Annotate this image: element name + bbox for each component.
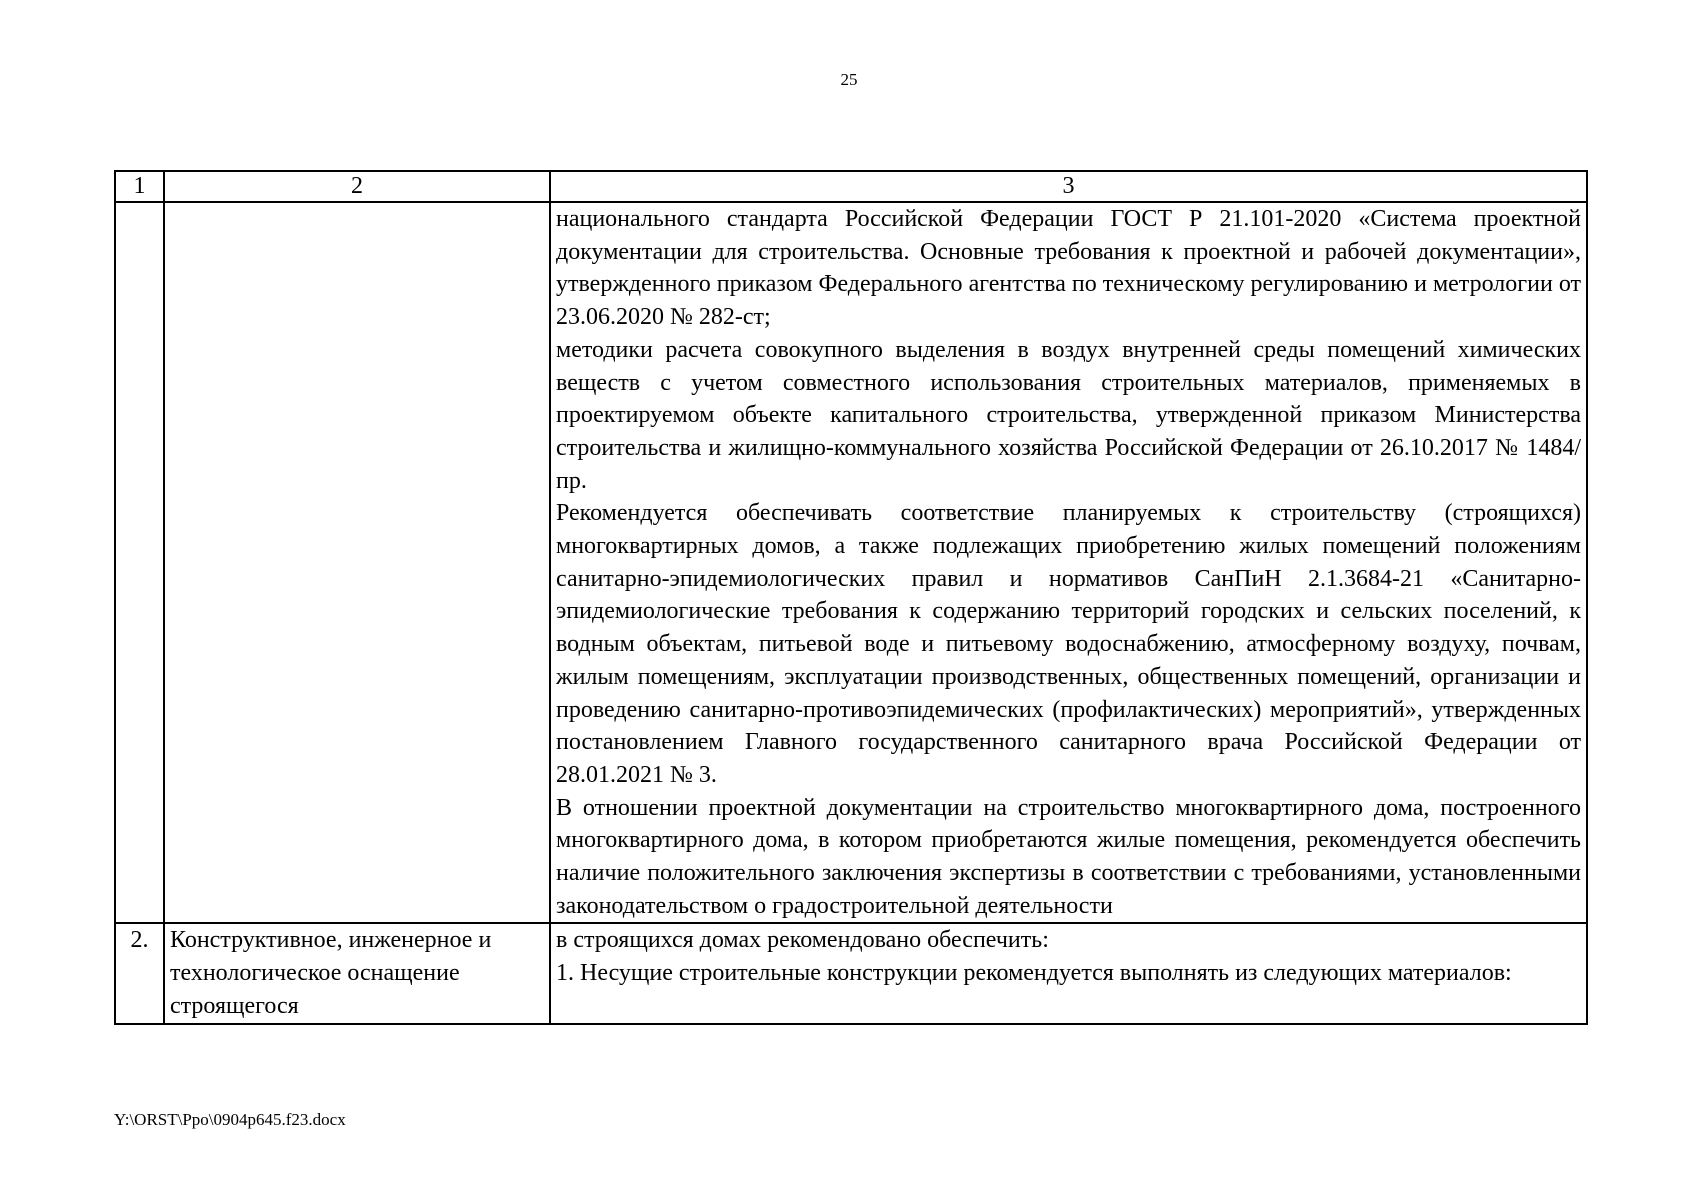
header-cell-1: 1 [115,171,164,202]
table-header-row [115,171,1587,202]
row-title-cell [164,202,550,923]
content-paragraph: В отношении проектной документации на строительство многоквартирного дома, построенного многоквартирного дома, в котором приобретаются жилые помещения, рекомендуется обеспечить наличие положительного заключения экспертизы в соответствии с требованиями, установленными законодательством о градостроительной деятельности [556,794,1581,919]
header-cell-3: 3 [550,171,1587,202]
row-number-cell [115,202,164,923]
header-cell-2: 2 [164,171,550,202]
requirements-table [114,170,1588,1025]
content-paragraph: национального стандарта Российской Федерации ГОСТ Р 21.101-2020 «Система проектной документации для строительства. Основные требования к проектной и рабочей документации», утвержденного приказом Федерального агентства по техническому регулированию и метрологии от 23.06.2020 № 282-ст; [556,206,1581,331]
row-title-cell: Конструктивное, инженерное и технологическое оснащение строящегося [164,923,550,1023]
content-paragraph: 1. Несущие строительные конструкции рекомендуется выполнять из следующих материалов: [556,960,1512,987]
row-content-cell [550,923,1587,1023]
footer-file-path: Y:\ORST\Ppo\0904p645.f23.docx [114,1110,346,1129]
row-number-cell: 2. [115,923,164,1023]
table-row [115,202,1587,923]
table-row [115,923,1587,1023]
content-paragraph: в строящихся домах рекомендовано обеспечить: [556,927,1049,954]
page-number: 25 [840,70,858,89]
content-paragraph: Рекомендуется обеспечивать соответствие планируемых к строительству (строящихся) многоквартирных домов, а также подлежащих приобретению жилых помещений положениям санитарно-эпидемиологических правил и нормативов СанПиН 2.1.3684-21 «Санитарно-эпидемиологические требования к содержанию территорий городских и сельских поселений, к водным объектам, питьевой воде и питьевому водоснабжению, атмосферному воздуху, почвам, жилым помещениям, эксплуатации производственных, общественных помещений, организации и проведению санитарно-противоэпидемических (профилактических) мероприятий», утвержденных постановлением Главного государственного санитарного врача Российской Федерации от 28.01.2021 № 3. [556,500,1581,788]
row-content-cell [550,202,1587,923]
content-paragraph: методики расчета совокупного выделения в воздух внутренней среды помещений химических веществ с учетом совместного использования строительных материалов, применяемых в проектируемом объекте капитального строительства, утвержденной приказом Министерства строительства и жилищно-коммунального хозяйства Российской Федерации от 26.10.2017 № 1484/пр. [556,336,1581,494]
